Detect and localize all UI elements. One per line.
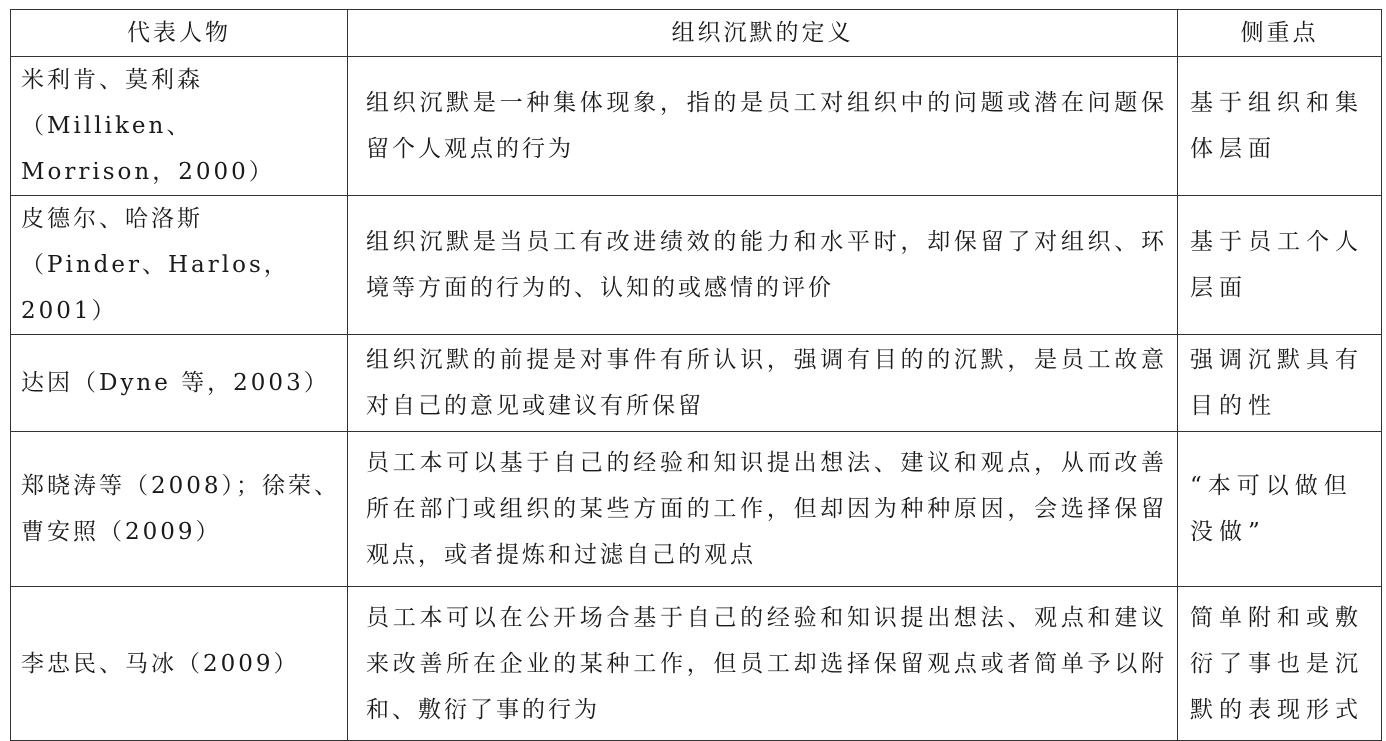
definition-cell <box>348 432 1178 587</box>
focus-text: 基于员工个人层面 <box>1190 229 1364 301</box>
definition-text: 组织沉默是当员工有改进绩效的能力和水平时，却保留了对组织、环境等方面的行为的、认知的或感情的评价 <box>366 229 1167 301</box>
representative-text: 皮德尔、哈洛斯（Pinder、Harlos，2001） <box>21 206 290 324</box>
definition-text: 组织沉默的前提是对事件有所认识，强调有目的的沉默，是员工故意对自己的意见或建议有所保留 <box>366 347 1167 419</box>
definition-text: 员工本可以在公开场合基于自己的经验和知识提出想法、观点和建议来改善所在企业的某种工作，但员工却选择保留观点或者简单予以附和、敷衍了事的行为 <box>366 604 1167 723</box>
definition-cell <box>348 587 1178 741</box>
focus-text: 简单附和或敷衍了事也是沉默的表现形式 <box>1190 604 1364 723</box>
representative-text: 李忠民、马冰（2009） <box>21 650 300 677</box>
focus-text: 基于组织和集体层面 <box>1190 90 1364 162</box>
representative-cell <box>11 587 348 741</box>
definition-cell <box>348 57 1178 196</box>
representative-cell <box>11 335 348 432</box>
representative-text: 米利肯、莫利森（Milliken、Morrison，2000） <box>21 67 275 185</box>
definitions-table-container <box>10 9 1381 741</box>
representative-cell <box>11 432 348 587</box>
header-focus: 侧重点 <box>1178 10 1382 57</box>
definition-text: 组织沉默是一种集体现象，指的是员工对组织中的问题或潜在问题保留个人观点的行为 <box>366 90 1167 162</box>
focus-cell <box>1178 57 1382 196</box>
header-representative: 代表人物 <box>11 10 348 57</box>
table-row <box>11 335 1382 432</box>
table-row <box>11 57 1382 196</box>
representative-cell <box>11 57 348 196</box>
focus-cell <box>1178 432 1382 587</box>
definition-cell <box>348 335 1178 432</box>
focus-cell <box>1178 335 1382 432</box>
table-row <box>11 587 1382 741</box>
table-header-row <box>11 10 1382 57</box>
focus-cell <box>1178 587 1382 741</box>
focus-cell <box>1178 196 1382 335</box>
focus-text: “本可以做但没做” <box>1190 473 1353 545</box>
organizational-silence-definitions-table <box>10 9 1382 741</box>
table-row <box>11 432 1382 587</box>
header-definition: 组织沉默的定义 <box>348 10 1178 57</box>
representative-text: 郑晓涛等（2008）；徐荣、曹安照（2009） <box>21 473 341 545</box>
representative-text: 达因（Dyne 等，2003） <box>21 370 330 396</box>
table-row <box>11 196 1382 335</box>
representative-cell <box>11 196 348 335</box>
definition-text: 员工本可以基于自己的经验和知识提出想法、建议和观点，从而改善所在部门或组织的某些方面的工作，但却因为种种原因，会选择保留观点，或者提炼和过滤自己的观点 <box>366 450 1167 568</box>
focus-text: 强调沉默具有目的性 <box>1190 347 1364 419</box>
definition-cell <box>348 196 1178 335</box>
